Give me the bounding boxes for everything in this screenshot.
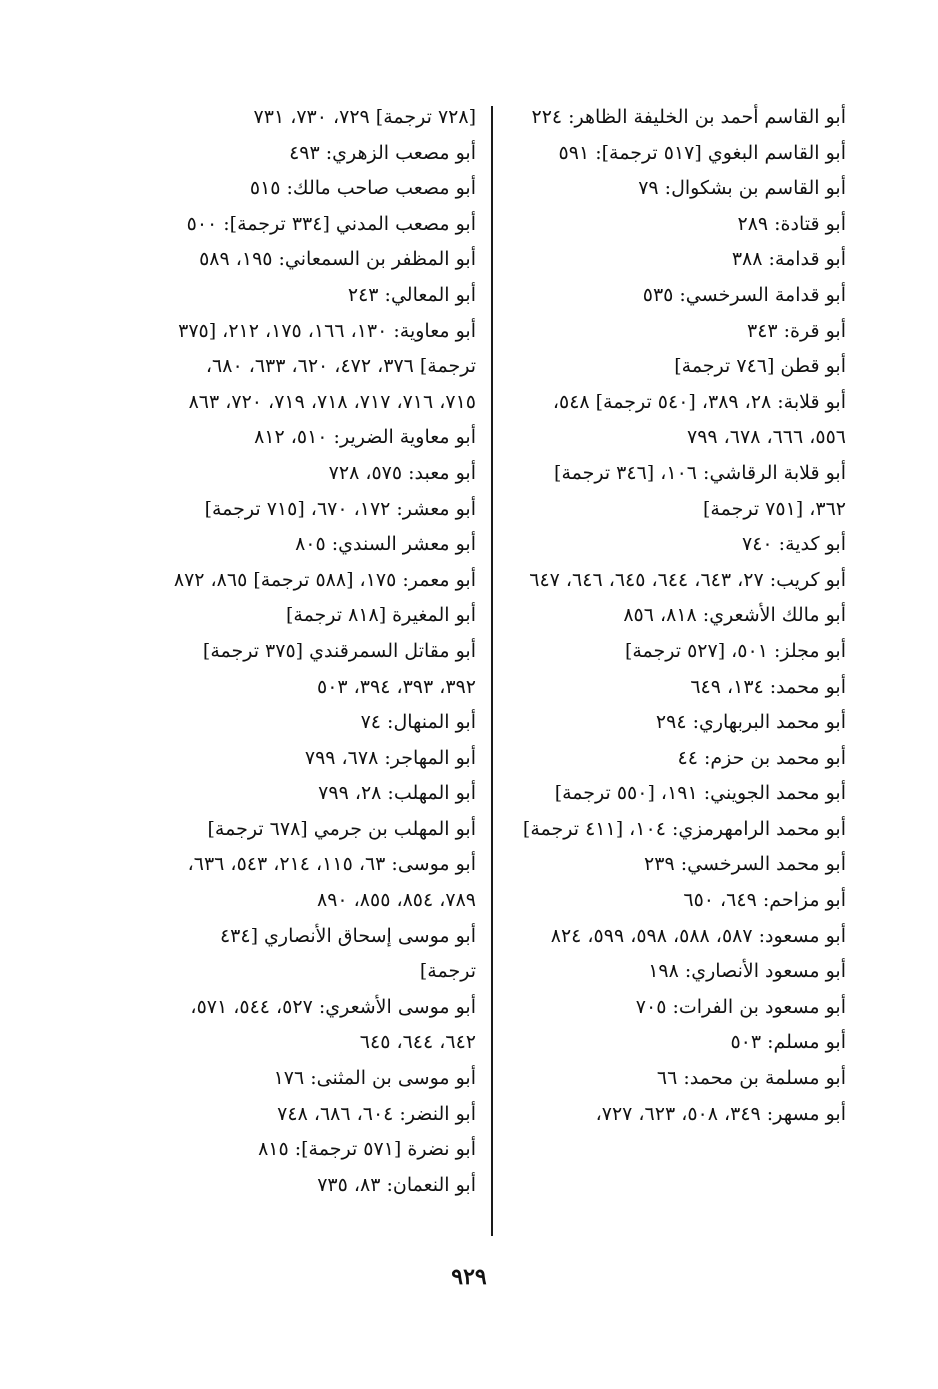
index-entry: أبو المغيرة [٨١٨ ترجمة] xyxy=(285,604,476,627)
index-entry: أبو محمد الرامهرمزي: ١٠٤، [٤١١ ترجمة] xyxy=(522,817,846,840)
index-entry: أبو نضرة [٥٧١ ترجمة]: ٨١٥ xyxy=(258,1138,476,1161)
index-entry: أبو كدية: ٧٤٠ xyxy=(742,533,846,556)
index-entry: أبو مالك الأشعري: ٨١٨، ٨٥٦ xyxy=(623,604,846,627)
index-entry: أبو معشر السندي: ٨٠٥ xyxy=(295,533,476,556)
index-entry: أبو مسعود بن الفرات: ٧٠٥ xyxy=(635,995,846,1018)
index-entry: أبو قلابة الرقاشي: ١٠٦، [٣٤٦ ترجمة] ٣٦٢، [٧٥١ ترجمة] xyxy=(554,461,846,520)
index-entry: أبو معمر: ١٧٥، [٥٨٨ ترجمة] ٨٦٥، ٨٧٢ xyxy=(173,568,476,591)
index-entry: أبو مجلز: ٥٠١، [٥٢٧ ترجمة] xyxy=(624,639,846,662)
index-entry: أبو قدامة: ٣٨٨ xyxy=(731,248,846,271)
index-entry: أبو النضر: ٦٠٤، ٦٨٦، ٧٤٨ xyxy=(277,1102,476,1125)
index-column-right xyxy=(514,100,846,1132)
index-entry: أبو المهاجر: ٦٧٨، ٧٩٩ xyxy=(304,746,476,769)
index-entry: أبو المنهال: ٧٤ xyxy=(360,711,476,734)
index-entry: أبو قدامة السرخسي: ٥٣٥ xyxy=(642,283,846,306)
index-entry: أبو محمد الجويني: ١٩١، [٥٥٠ ترجمة] xyxy=(554,782,846,805)
index-entry: أبو كريب: ٢٧، ٦٤٣، ٦٤٤، ٦٤٥، ٦٤٦، ٦٤٧ xyxy=(529,568,846,591)
index-entry: أبو القاسم أحمد بن الخليفة الظاهر: ٢٢٤ xyxy=(531,106,846,128)
index-entry: أبو مزاحم: ٦٤٩، ٦٥٠ xyxy=(683,889,846,912)
index-entry: أبو محمد بن حزم: ٤٤ xyxy=(677,746,846,769)
index-entry: أبو قتادة: ٢٨٩ xyxy=(737,212,846,235)
index-entry: أبو المعالي: ٢٤٣ xyxy=(347,283,476,306)
index-entry: أبو موسى إسحاق الأنصاري [٤٣٤ ترجمة] xyxy=(219,924,476,983)
index-entry: أبو مسلم: ٥٠٣ xyxy=(730,1031,846,1054)
column-divider xyxy=(491,106,493,1236)
index-entry: أبو مسلمة بن محمد: ٦٦ xyxy=(656,1067,846,1090)
index-entry: أبو قطن [٧٤٦ ترجمة] xyxy=(674,355,846,378)
index-entry: أبو محمد البربهاري: ٢٩٤ xyxy=(655,711,846,734)
index-entry: أبو معاوية: ١٣٠، ١٦٦، ١٧٥، ٢١٢، [٣٧٥ ترجمة] ٣٧٦، ٤٧٢، ٦٢٠، ٦٣٣، ٦٨٠، ٧١٥، ٧١٦، ٧١٧، ٧١٨، ٧١٩، ٧٢٠، ٨٦٣ xyxy=(178,319,476,413)
index-entry: أبو معاوية الضرير: ٥١٠، ٨١٢ xyxy=(254,426,476,449)
index-entry: أبو المهلب: ٢٨، ٧٩٩ xyxy=(318,782,476,805)
index-entry: أبو مقاتل السمرقندي [٣٧٥ ترجمة] ٣٩٢، ٣٩٣، ٣٩٤، ٥٠٣ xyxy=(202,639,476,698)
index-entry: أبو محمد السرخسي: ٢٣٩ xyxy=(644,853,846,876)
page-number: ٩٢٩ xyxy=(451,1264,487,1290)
index-entry: أبو معبد: ٥٧٥، ٧٢٨ xyxy=(328,461,476,484)
index-entry: أبو معشر: ١٧٢، ٦٧٠، [٧١٥ ترجمة] xyxy=(204,497,476,520)
index-entry: أبو قرة: ٣٤٣ xyxy=(746,319,846,342)
index-entry: أبو المهلب بن جرمي [٦٧٨ ترجمة] xyxy=(207,817,476,840)
index-column-left xyxy=(170,100,476,1203)
index-entry: أبو قلابة: ٢٨، ٣٨٩، [٥٤٠ ترجمة] ٥٤٨، ٥٥٦، ٦٦٦، ٦٧٨، ٧٩٩ xyxy=(552,390,846,449)
index-entry: أبو مسعود الأنصاري: ١٩٨ xyxy=(648,960,846,983)
index-entry: [٧٢٨ ترجمة] ٧٢٩، ٧٣٠، ٧٣١ xyxy=(253,106,476,128)
index-entry: أبو مصعب المدني [٣٣٤ ترجمة]: ٥٠٠ xyxy=(186,212,476,235)
index-entry: أبو القاسم البغوي [٥١٧ ترجمة]: ٥٩١ xyxy=(558,141,846,164)
index-entry: أبو موسى: ٦٣، ١١٥، ٢١٤، ٥٤٣، ٦٣٦، ٧٨٩، ٨٥٤، ٨٥٥، ٨٩٠ xyxy=(187,853,476,912)
index-entry: أبو محمد: ١٣٤، ٦٤٩ xyxy=(690,675,846,698)
index-entry: أبو القاسم بن بشكوال: ٧٩ xyxy=(638,177,846,200)
index-entry: أبو موسى بن المثنى: ١٧٦ xyxy=(273,1067,476,1090)
index-entry: أبو النعمان: ٨٣، ٧٣٥ xyxy=(317,1173,476,1196)
index-entry: أبو مصعب الزهري: ٤٩٣ xyxy=(289,141,476,164)
index-entry: أبو المظفر بن السمعاني: ١٩٥، ٥٨٩ xyxy=(199,248,476,271)
index-entry: أبو موسى الأشعري: ٥٢٧، ٥٤٤، ٥٧١، ٦٤٢، ٦٤٤، ٦٤٥ xyxy=(190,995,476,1054)
index-entry: أبو مصعب صاحب مالك: ٥١٥ xyxy=(249,177,476,200)
index-entry: أبو مسهر: ٣٤٩، ٥٠٨، ٦٢٣، ٧٢٧، xyxy=(595,1102,846,1125)
index-entry: أبو مسعود: ٥٨٧، ٥٨٨، ٥٩٨، ٥٩٩، ٨٢٤ xyxy=(550,924,846,947)
